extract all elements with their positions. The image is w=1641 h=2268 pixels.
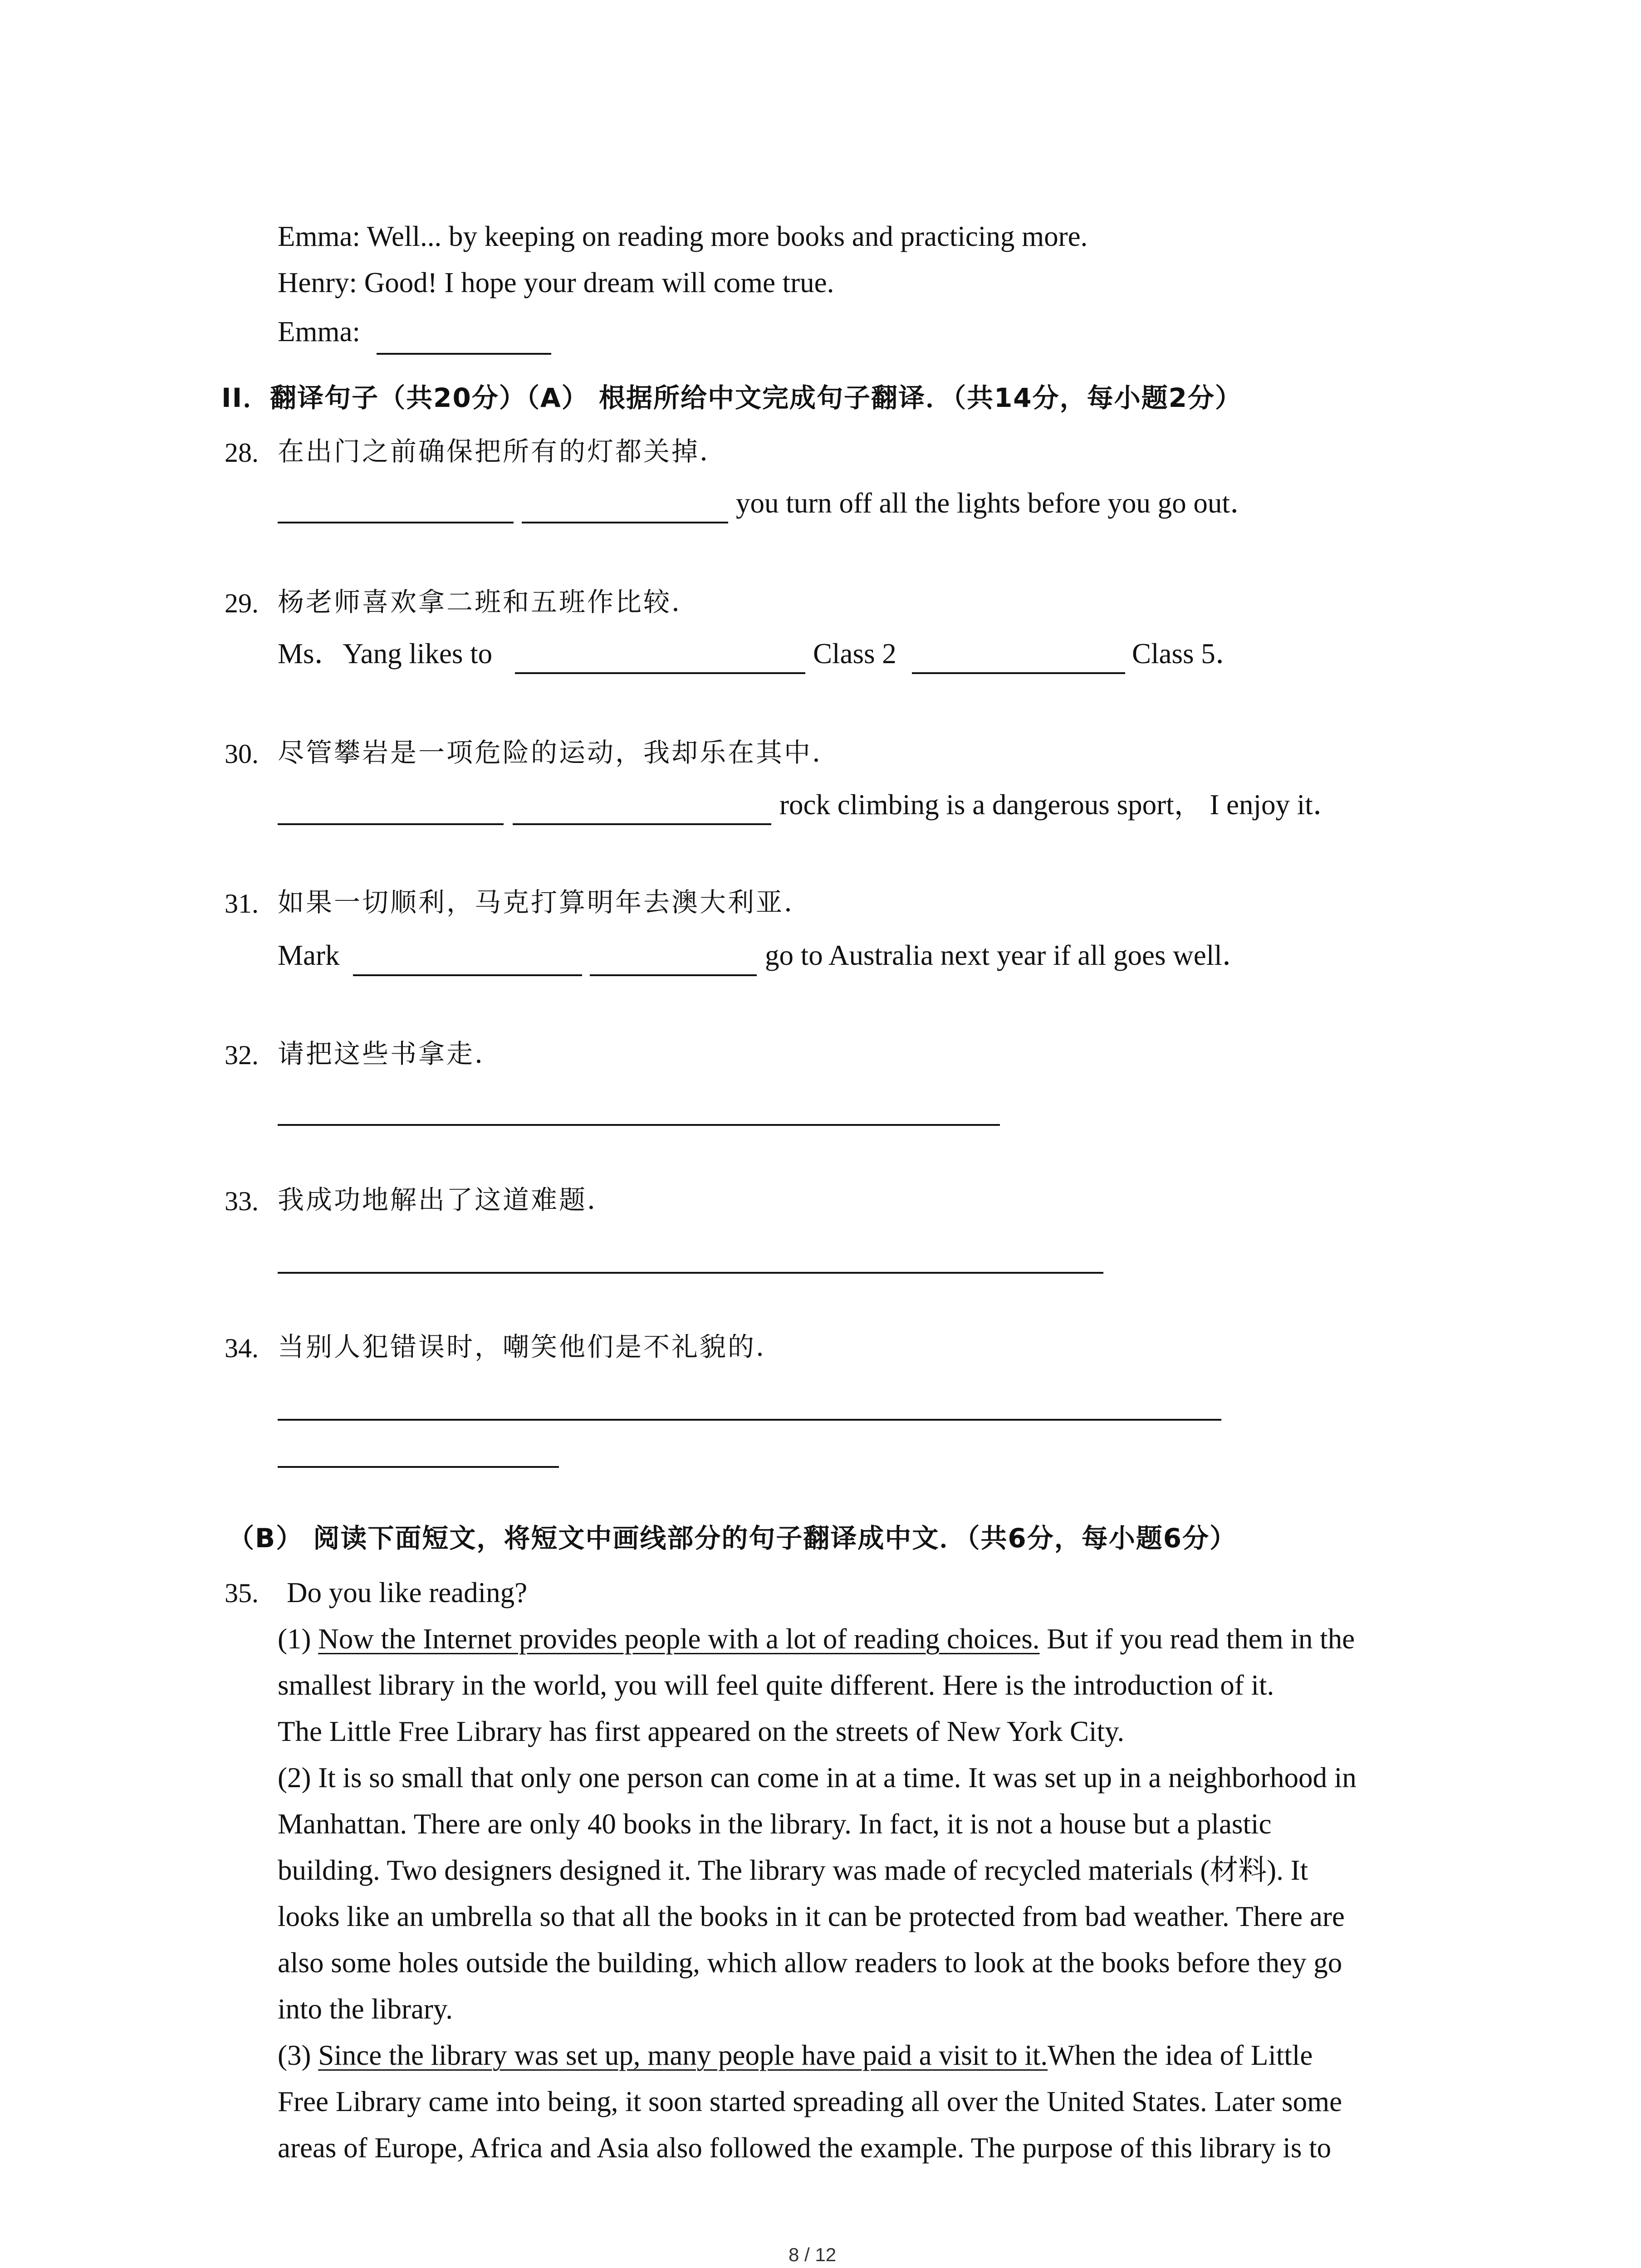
q29-english-c: Class 5． xyxy=(1132,638,1244,670)
passage-line-10-rest: When the idea of Little xyxy=(1048,2039,1313,2071)
section-b-heading: （B） 阅读下面短文，将短文中画线部分的句子翻译成中文．（共6分，每小题6分） xyxy=(228,1523,1237,1554)
dialogue-line-emma-1: Emma: Well... by keeping on reading more books and practicing more. xyxy=(278,220,1088,252)
q28-blank-2[interactable] xyxy=(522,522,728,523)
dialogue-line-henry: Henry: Good! I hope your dream will come true. xyxy=(278,267,834,298)
q30-blank-1[interactable] xyxy=(278,823,504,825)
q28-blank-1[interactable] xyxy=(278,522,514,523)
q32-chinese: 请把这些书拿走． xyxy=(278,1038,503,1069)
q28-number: 28. xyxy=(225,438,259,468)
page-number: 8 / 12 xyxy=(789,2244,837,2265)
passage-line-8: also some holes outside the building, which allow readers to look at the books before they go xyxy=(278,1947,1342,1979)
q33-answer-line[interactable] xyxy=(278,1272,1103,1274)
q30-english: rock climbing is a dangerous sport， I enjoy it． xyxy=(779,789,1342,821)
passage-line-1-rest: But if you read them in the xyxy=(1039,1623,1355,1655)
q30-number: 30. xyxy=(225,739,259,769)
passage-line-5: Manhattan. There are only 40 books in the library. In fact, it is not a house but a plastic xyxy=(278,1808,1272,1840)
q31-chinese: 如果一切顺利，马克打算明年去澳大利亚． xyxy=(278,887,813,918)
passage-line-7: looks like an umbrella so that all the books in it can be protected from bad weather. There are xyxy=(278,1901,1345,1932)
section-2-heading: II．翻译句子（共20分）（A） 根据所给中文完成句子翻译．（共14分，每小题2分） xyxy=(221,382,1243,413)
q35-number: 35. xyxy=(225,1578,259,1608)
q33-chinese: 我成功地解出了这道难题． xyxy=(278,1184,616,1215)
q29-english-b: Class 2 xyxy=(813,638,896,670)
q31-blank-1[interactable] xyxy=(353,974,582,976)
q31-english: go to Australia next year if all goes well． xyxy=(765,939,1251,971)
passage-line-9: into the library. xyxy=(278,1993,453,2025)
q29-number: 29. xyxy=(225,588,259,618)
q29-blank-1[interactable] xyxy=(515,672,805,674)
q32-number: 32. xyxy=(225,1040,259,1070)
q34-answer-line-2[interactable] xyxy=(278,1466,559,1468)
q35-title: Do you like reading? xyxy=(287,1577,528,1608)
answer-blank-dialogue[interactable] xyxy=(377,353,551,355)
passage-line-10 xyxy=(278,2041,1313,2070)
passage-line-11: Free Library came into being, it soon started spreading all over the United States. Later some xyxy=(278,2086,1342,2117)
q30-blank-2[interactable] xyxy=(513,823,771,825)
q34-answer-line-1[interactable] xyxy=(278,1419,1221,1421)
q30-chinese: 尽管攀岩是一项危险的运动，我却乐在其中． xyxy=(278,737,841,768)
passage-line-4: (2) It is so small that only one person can come in at a time. It was set up in a neighborhood in xyxy=(278,1762,1357,1794)
q31-english-a: Mark xyxy=(278,939,340,971)
passage-line-2: smallest library in the world, you will feel quite different. Here is the introduction of it. xyxy=(278,1669,1274,1701)
q33-number: 33. xyxy=(225,1186,259,1216)
passage-line-6: building. Two designers designed it. The library was made of recycled materials (材料). It xyxy=(278,1854,1308,1886)
dialogue-line-emma-2: Emma: xyxy=(278,316,360,347)
underlined-sentence-1: Now the Internet provides people with a lot of reading choices. xyxy=(318,1623,1040,1655)
q29-chinese: 杨老师喜欢拿二班和五班作比较． xyxy=(278,587,700,617)
q29-blank-2[interactable] xyxy=(912,672,1125,674)
passage-line-12: areas of Europe, Africa and Asia also followed the example. The purpose of this library is to xyxy=(278,2132,1332,2164)
q31-number: 31. xyxy=(225,889,259,919)
passage-line-3: The Little Free Library has first appeared on the streets of New York City. xyxy=(278,1716,1125,1747)
q34-chinese: 当别人犯错误时，嘲笑他们是不礼貌的． xyxy=(278,1331,784,1362)
q34-number: 34. xyxy=(225,1333,259,1363)
underlined-sentence-3: Since the library was set up, many people have paid a visit to it. xyxy=(318,2039,1048,2071)
paragraph-label-1: (1) xyxy=(278,1623,318,1655)
q28-english: you turn off all the lights before you go out． xyxy=(736,487,1259,519)
paragraph-label-3: (3) xyxy=(278,2039,318,2071)
q29-english-a: Ms．Yang likes to xyxy=(278,638,493,670)
passage-line-1 xyxy=(278,1625,1355,1653)
q32-answer-line[interactable] xyxy=(278,1124,1000,1126)
q31-blank-2[interactable] xyxy=(590,974,757,976)
q28-chinese: 在出门之前确保把所有的灯都关掉． xyxy=(278,436,728,467)
